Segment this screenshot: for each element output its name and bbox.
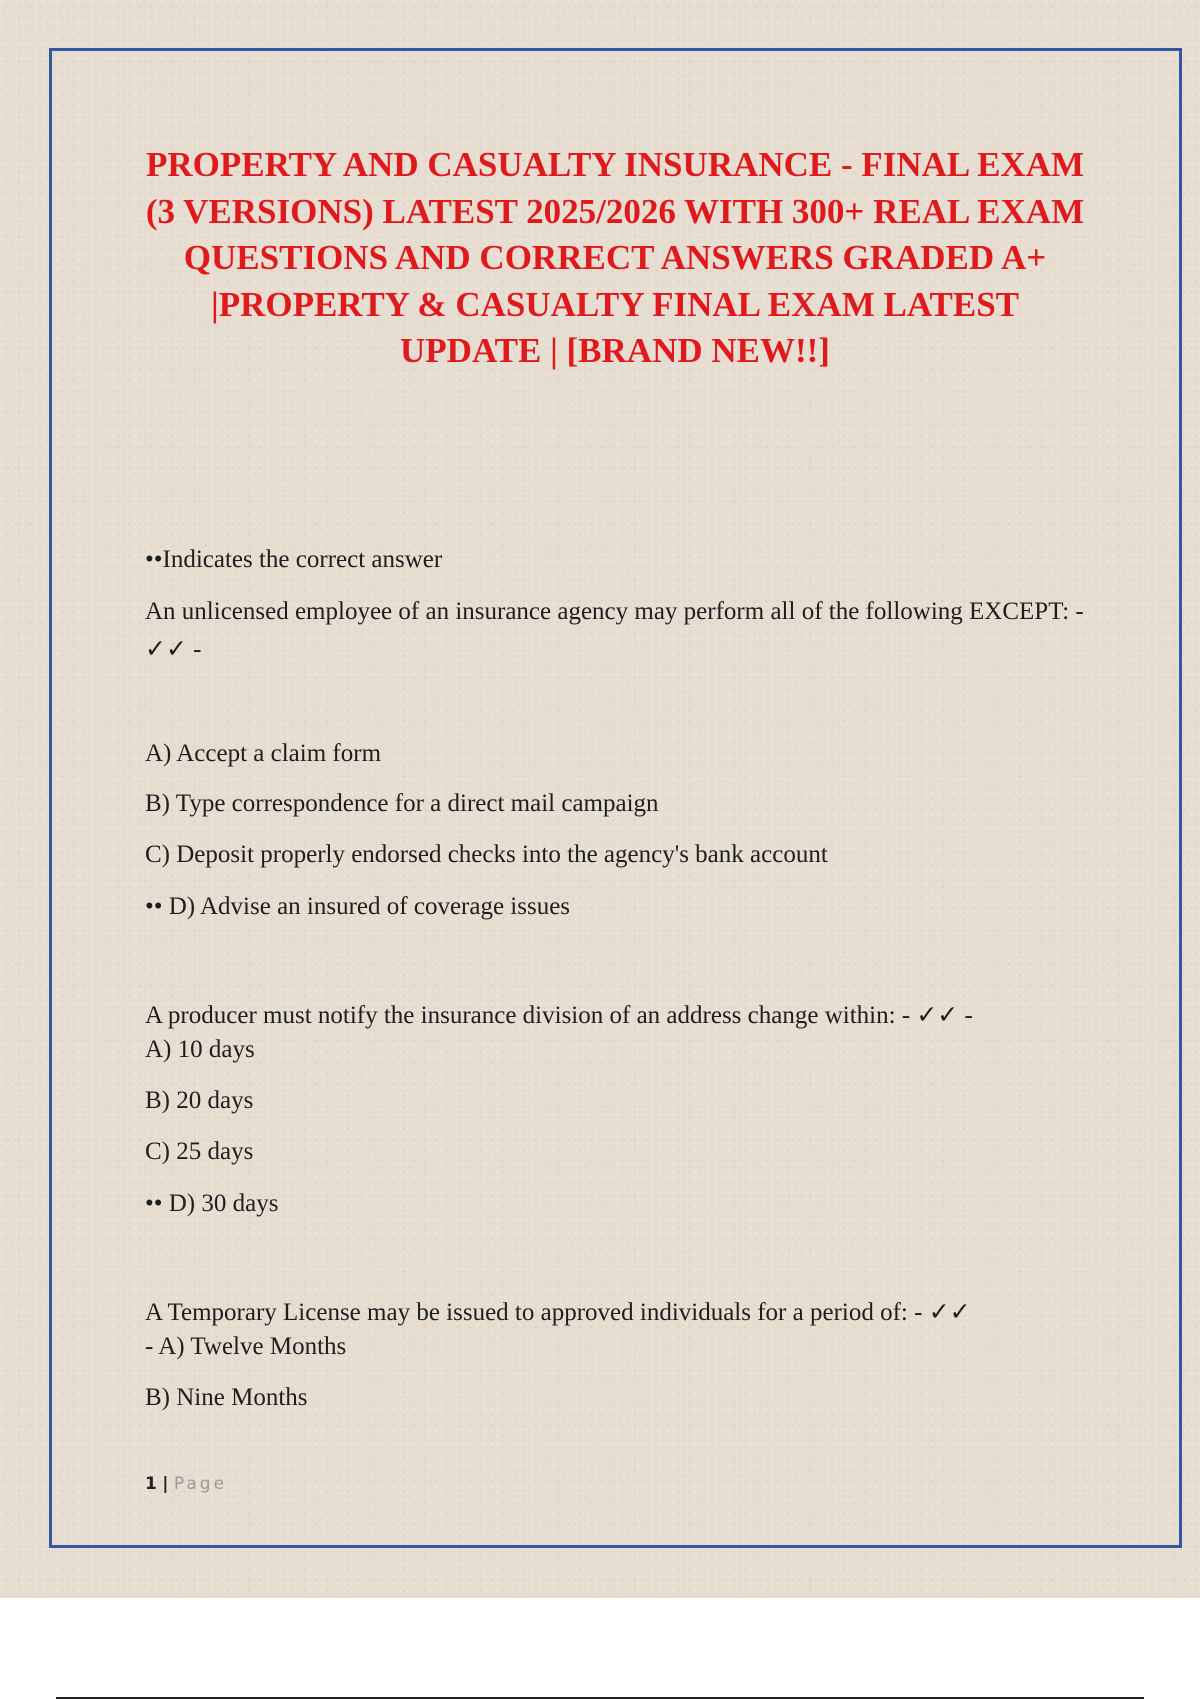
page-separator: |: [162, 1474, 169, 1494]
question-3-option-a: - A) Twelve Months: [145, 1333, 347, 1360]
page-label: Page: [173, 1474, 228, 1494]
question-1-option-d-correct: •• D) Advise an insured of coverage issues: [145, 893, 571, 920]
correct-answer-legend: ••Indicates the correct answer: [145, 546, 443, 573]
question-2-text: A producer must notify the insurance division of an address change within: - ✓✓ -: [145, 1002, 973, 1029]
bottom-divider: [56, 1697, 1144, 1699]
question-3-option-b: B) Nine Months: [145, 1384, 308, 1411]
question-3-text: A Temporary License may be issued to approved individuals for a period of: - ✓✓: [145, 1299, 971, 1326]
question-2-option-a: A) 10 days: [145, 1036, 255, 1063]
document-title: PROPERTY AND CASUALTY INSURANCE - FINAL EXAM (3 VERSIONS) LATEST 2025/2026 WITH 300+ REAL EXAM QUESTIONS AND CORRECT ANSWERS GRADED A+ |PROPERTY & CASUALTY FINAL EXAM LATEST UPDATE | [BRAND NEW!!]: [145, 145, 1085, 370]
question-1-option-a: A) Accept a claim form: [145, 740, 382, 767]
question-2-option-c: C) 25 days: [145, 1138, 254, 1165]
question-2-option-b: B) 20 days: [145, 1087, 254, 1114]
question-2-option-d-correct: •• D) 30 days: [145, 1190, 279, 1217]
question-1-option-c: C) Deposit properly endorsed checks into the agency's bank account: [145, 841, 828, 868]
question-1-text: An unlicensed employee of an insurance agency may perform all of the following EXCEPT: - ✓✓ -: [145, 598, 1084, 663]
question-1-option-b: B) Type correspondence for a direct mail campaign: [145, 790, 659, 817]
page-footer: [145, 1474, 227, 1494]
page-number: 1: [145, 1474, 157, 1494]
